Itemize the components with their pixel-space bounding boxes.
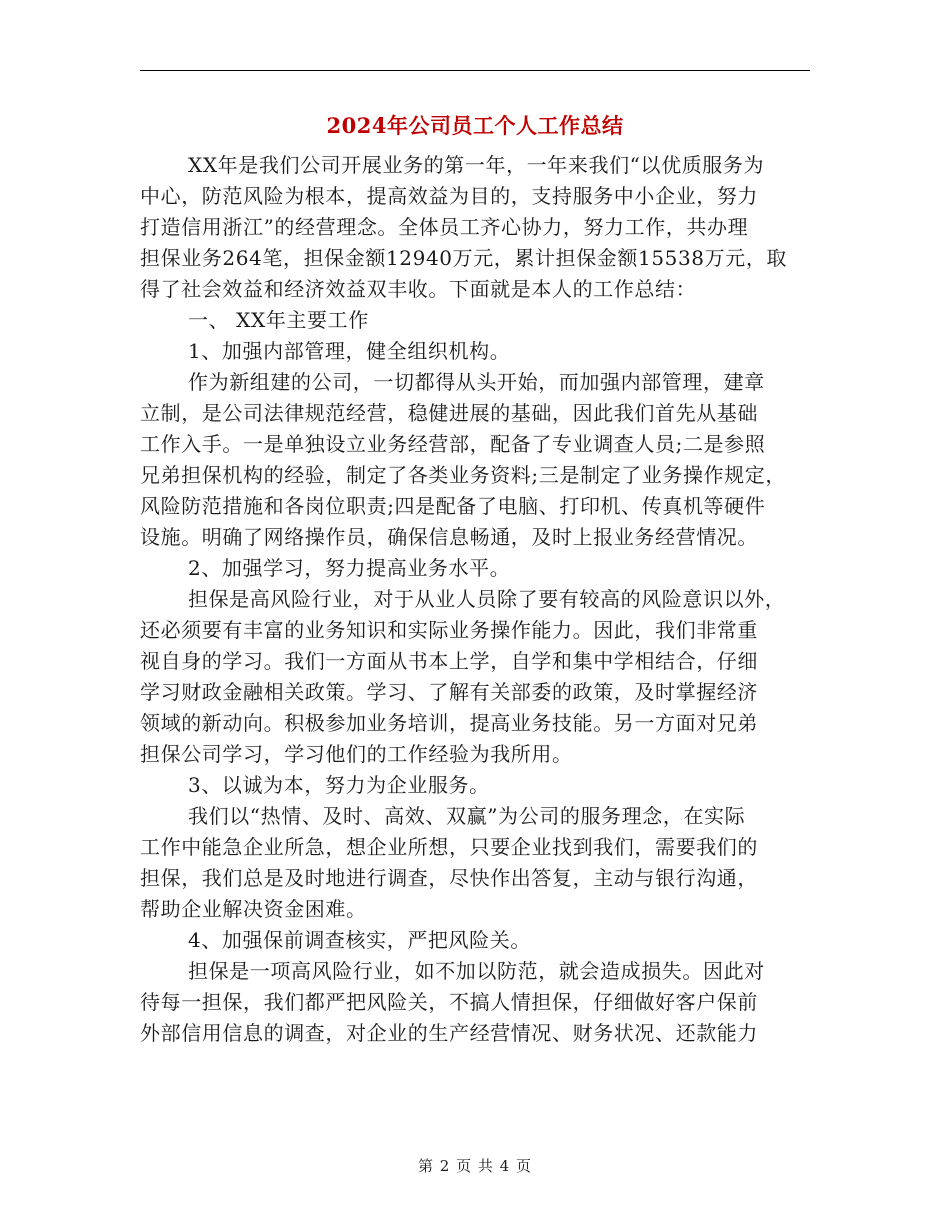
paragraph-item-1-body — [140, 367, 820, 553]
paragraph-item-3-body — [140, 801, 820, 925]
text-line: 打造信用浙江”的经营理念。全体员工齐心协力，努力工作，共办理 — [140, 215, 749, 239]
document-body — [140, 150, 820, 1049]
text-line: 我们以“热情、及时、高效、双赢”为公司的服务理念，在实际 — [188, 804, 746, 828]
text-line: 3、以诚为本，努力为企业服务。 — [188, 773, 490, 797]
text-line: 帮助企业解决资金困难。 — [140, 897, 367, 921]
text-line: 视自身的学习。我们一方面从书本上学，自学和集中学相结合，仔细 — [140, 649, 758, 673]
text-line: 得了社会效益和经济效益双丰收。下面就是本人的工作总结： — [140, 277, 697, 301]
text-line: 兄弟担保机构的经验，制定了各类业务资料;三是制定了业务操作规定， — [140, 463, 786, 487]
text-line: 担保，我们总是及时地进行调查，尽快作出答复，主动与银行沟通， — [140, 866, 758, 890]
text-line: 一、 XX年主要工作 — [188, 308, 369, 332]
text-line: 4、加强保前调查核实，严把风险关。 — [188, 928, 531, 952]
text-line: 中心，防范风险为根本，提高效益为目的，支持服务中小企业，努力 — [140, 184, 758, 208]
text-line: 待每一担保，我们都严把风险关，不搞人情担保，仔细做好客户保前 — [140, 990, 758, 1014]
paragraph-item-4-body — [140, 956, 820, 1049]
page-number-footer: 第 2 页 共 4 页 — [418, 1157, 532, 1175]
text-line: 立制，是公司法律规范经营，稳健进展的基础，因此我们首先从基础 — [140, 401, 758, 425]
text-line: 2、加强学习，努力提高业务水平。 — [188, 556, 511, 580]
text-line: 领域的新动向。积极参加业务培训，提高业务技能。另一方面对兄弟 — [140, 711, 758, 735]
text-line: 作为新组建的公司，一切都得从头开始，而加强内部管理，建章 — [188, 370, 765, 394]
text-line: 学习财政金融相关政策。学习、了解有关部委的政策，及时掌握经济 — [140, 680, 758, 704]
paragraph-item-2-heading — [140, 553, 820, 584]
paragraph-section-heading-1 — [140, 305, 820, 336]
text-line: 1、加强内部管理，健全组织机构。 — [188, 339, 511, 363]
paragraph-item-2-body — [140, 584, 820, 770]
text-line: 工作中能急企业所急，想企业所想，只要企业找到我们，需要我们的 — [140, 835, 758, 859]
text-line: 担保公司学习，学习他们的工作经验为我所用。 — [140, 742, 573, 766]
text-line: 外部信用信息的调查，对企业的生产经营情况、财务状况、还款能力 — [140, 1021, 758, 1045]
paragraph-intro — [140, 150, 820, 305]
paragraph-item-1-heading — [140, 336, 820, 367]
text-line: 还必须要有丰富的业务知识和实际业务操作能力。因此，我们非常重 — [140, 618, 758, 642]
document-title: 2024年公司员工个人工作总结 — [326, 113, 624, 138]
text-line: 担保是高风险行业，对于从业人员除了要有较高的风险意识以外， — [188, 587, 786, 611]
text-line: 设施。明确了网络操作员，确保信息畅通，及时上报业务经营情况。 — [140, 525, 758, 549]
paragraph-item-4-heading — [140, 925, 820, 956]
text-line: 担保是一项高风险行业，如不加以防范，就会造成损失。因此对 — [188, 959, 765, 983]
text-line: 风险防范措施和各岗位职责;四是配备了电脑、打印机、传真机等硬件 — [140, 494, 766, 518]
paragraph-item-3-heading — [140, 770, 820, 801]
text-line: XX年是我们公司开展业务的第一年，一年来我们“以优质服务为 — [188, 153, 765, 177]
header-rule — [140, 70, 810, 71]
text-line: 担保业务264笔，担保金额12940万元，累计担保金额15538万元，取 — [140, 246, 788, 270]
text-line: 工作入手。一是单独设立业务经营部，配备了专业调查人员;二是参照 — [140, 432, 766, 456]
